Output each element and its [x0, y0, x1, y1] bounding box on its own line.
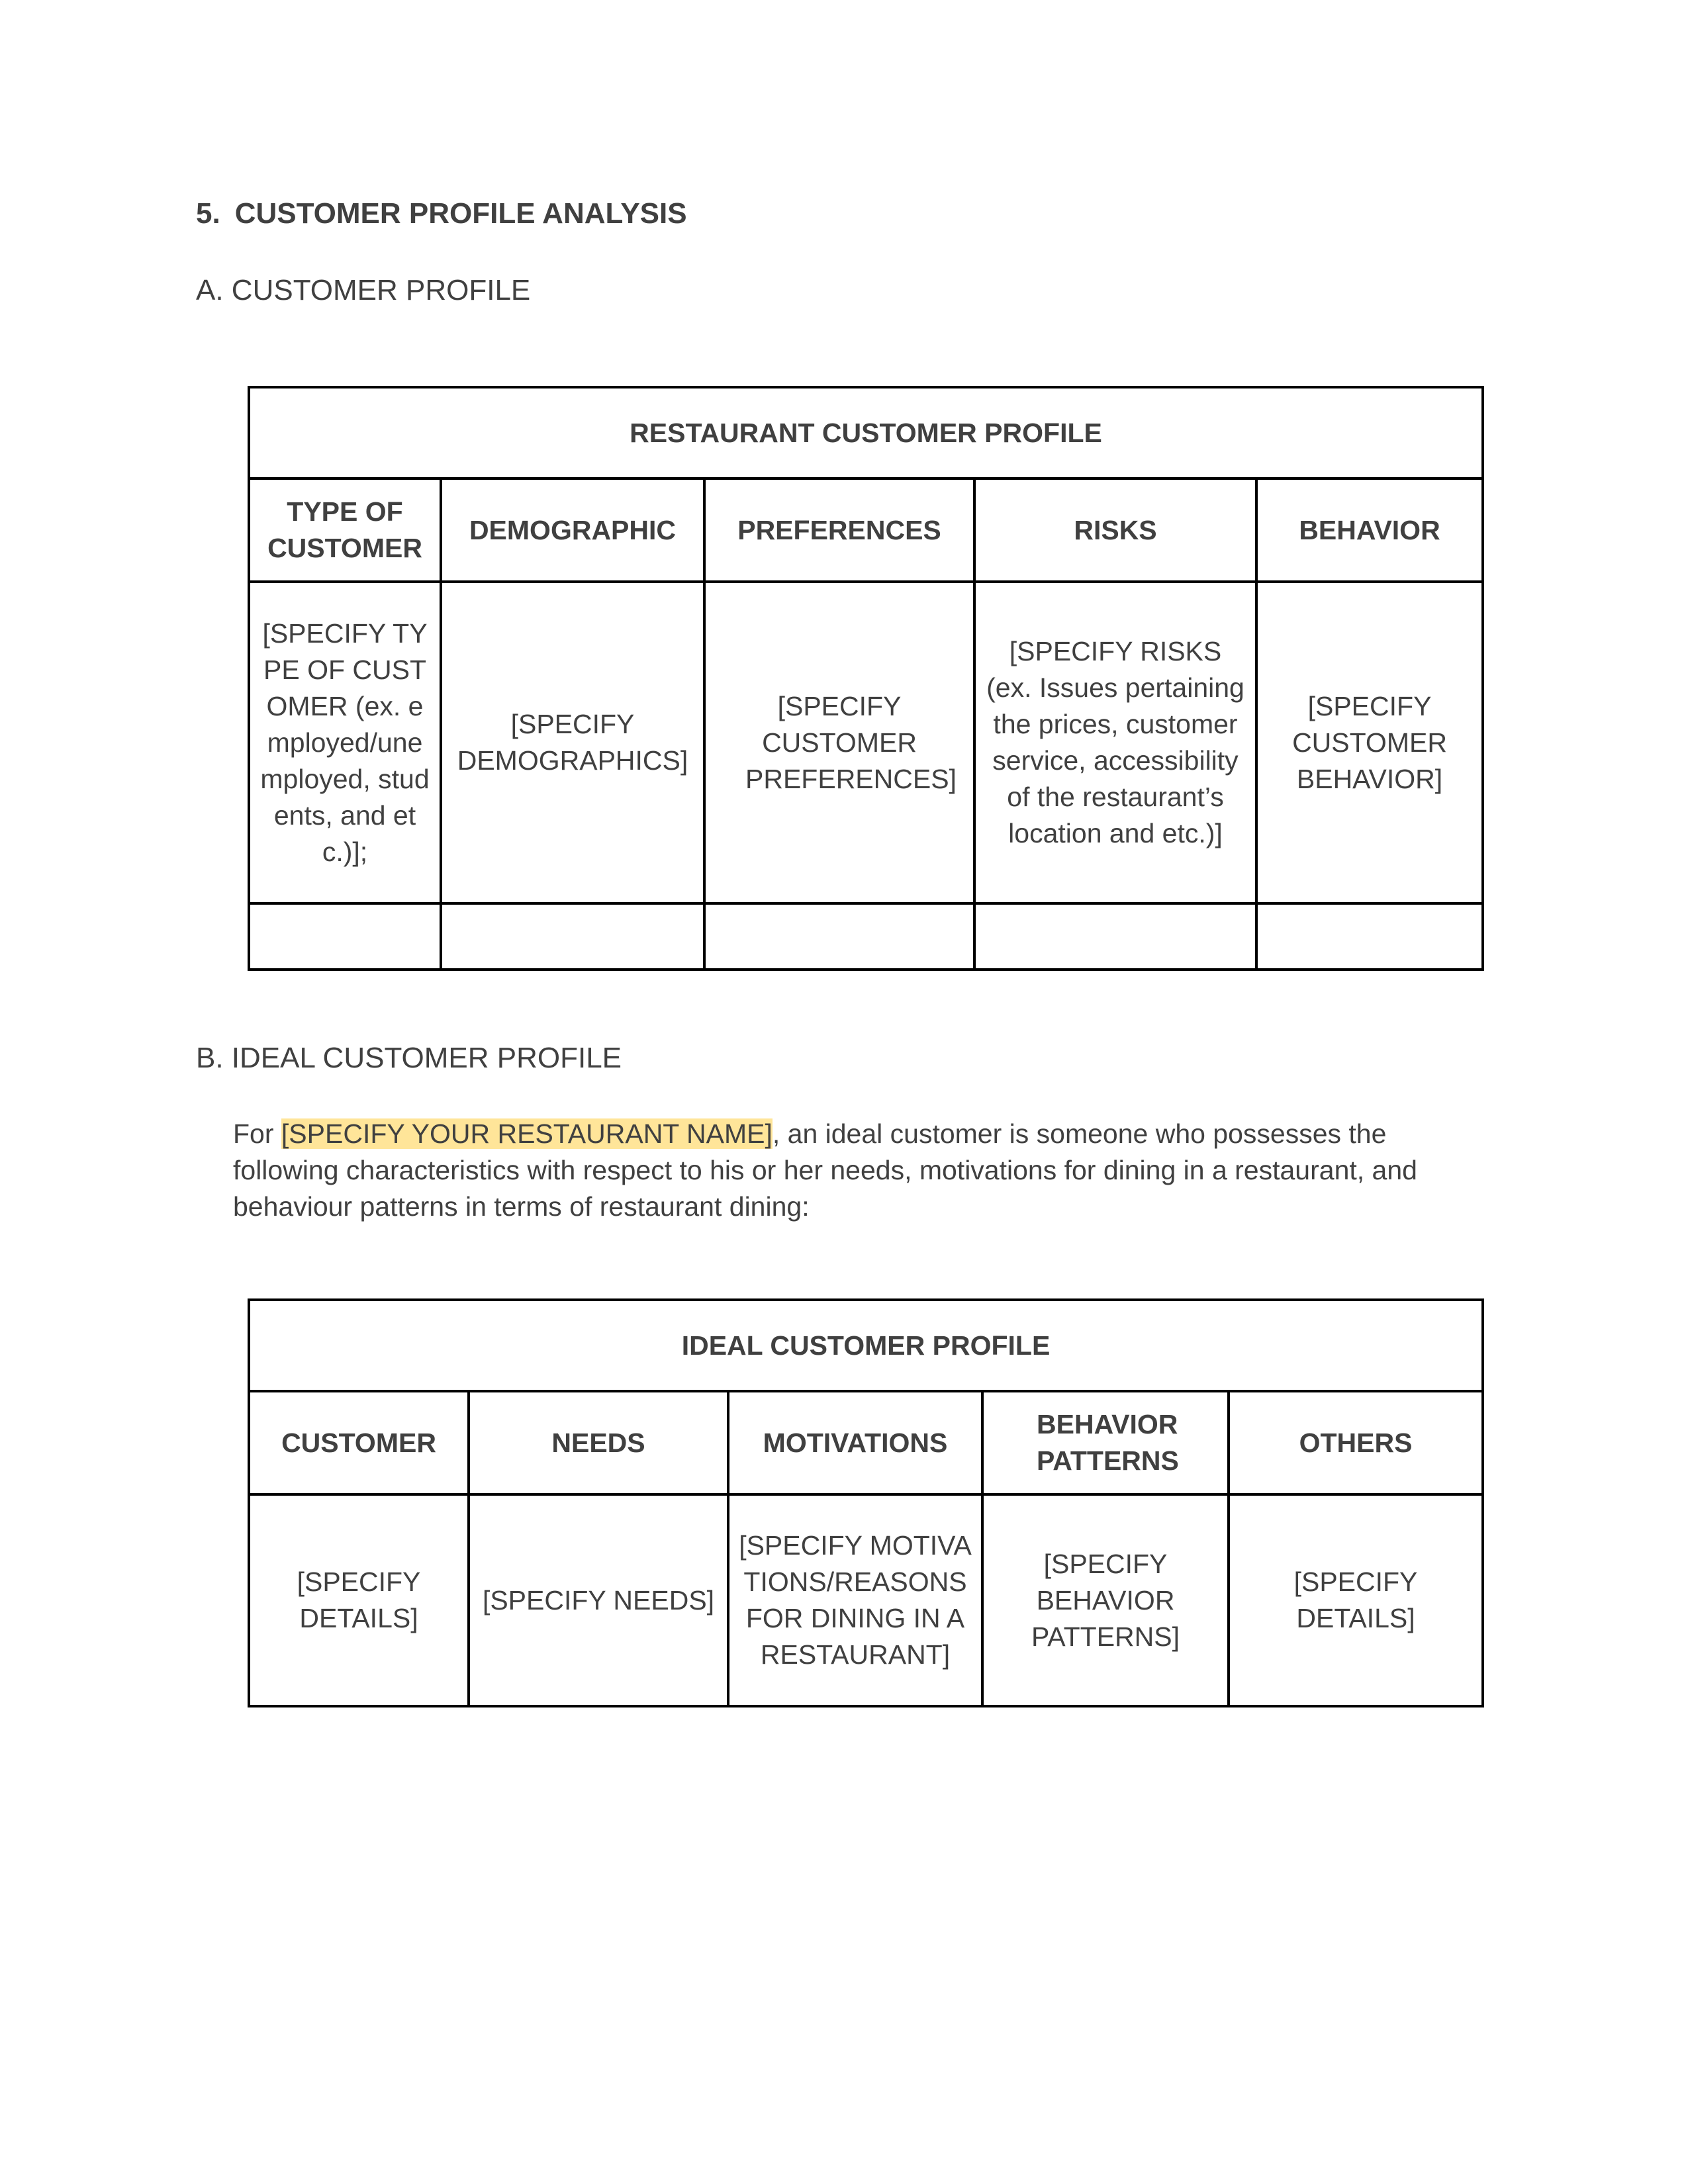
- header-others: OTHERS: [1229, 1391, 1483, 1494]
- header-risks: RISKS: [974, 478, 1256, 582]
- cell-type-of-customer[interactable]: [SPECIFY TYPE OF CUSTOMER (ex. employed/unemployed, students, and etc.)];: [249, 582, 441, 903]
- cell-empty[interactable]: [704, 903, 974, 970]
- ideal-customer-paragraph: [233, 1116, 1477, 1225]
- cell-behavior-patterns[interactable]: [SPECIFY BEHAVIOR PATTERNS]: [982, 1494, 1229, 1706]
- cell-empty[interactable]: [441, 903, 704, 970]
- table-row: [249, 1494, 1483, 1706]
- para-prefix: For: [233, 1118, 281, 1149]
- cell-customer[interactable]: [SPECIFY DETAILS]: [249, 1494, 469, 1706]
- ideal-customer-profile-table: [248, 1298, 1484, 1707]
- section-title: CUSTOMER PROFILE ANALYSIS: [234, 197, 687, 230]
- subsection-b-heading: B. IDEAL CUSTOMER PROFILE: [196, 1042, 622, 1074]
- subsection-a-heading: A. CUSTOMER PROFILE: [196, 274, 531, 306]
- cell-motivations[interactable]: [SPECIFY MOTIVATIONS/REASONS FOR DINING IN A RESTAURANT]: [728, 1494, 982, 1706]
- header-preferences: PREFERENCES: [704, 478, 974, 582]
- header-behavior-patterns: BEHAVIOR PATTERNS: [982, 1391, 1229, 1494]
- section-number: 5.: [196, 197, 220, 230]
- header-customer: CUSTOMER: [249, 1391, 469, 1494]
- table-title: RESTAURANT CUSTOMER PROFILE: [249, 387, 1483, 478]
- table-row: [249, 582, 1483, 903]
- cell-risks[interactable]: [SPECIFY RISKS (ex. Issues pertaining the prices, customer service, accessibility of the restaurant’s location and etc.)]: [974, 582, 1256, 903]
- cell-demographic[interactable]: [SPECIFY DEMOGRAPHICS]: [441, 582, 704, 903]
- header-needs: NEEDS: [469, 1391, 728, 1494]
- para-suffix: , an ideal customer is someone who possesses the following characteristics with respect to his or her needs, motivations for dining in a restaurant, and behaviour patterns in terms of restaurant dining:: [233, 1118, 1417, 1222]
- cell-needs[interactable]: [SPECIFY NEEDS]: [469, 1494, 728, 1706]
- cell-empty[interactable]: [1256, 903, 1483, 970]
- cell-empty[interactable]: [249, 903, 441, 970]
- header-behavior: BEHAVIOR: [1256, 478, 1483, 582]
- cell-preferences[interactable]: [SPECIFY CUSTOMER PREFERENCES]: [704, 582, 974, 903]
- header-demographic: DEMOGRAPHIC: [441, 478, 704, 582]
- table-header-row: [249, 1391, 1483, 1494]
- restaurant-customer-profile-table: [248, 386, 1484, 971]
- cell-empty[interactable]: [974, 903, 1256, 970]
- header-type-of-customer: TYPE OF CUSTOMER: [249, 478, 441, 582]
- section-heading: [196, 197, 687, 230]
- cell-others[interactable]: [SPECIFY DETAILS]: [1229, 1494, 1483, 1706]
- cell-behavior[interactable]: [SPECIFY CUSTOMER BEHAVIOR]: [1256, 582, 1483, 903]
- table-row: [249, 903, 1483, 970]
- table-header-row: [249, 478, 1483, 582]
- header-motivations: MOTIVATIONS: [728, 1391, 982, 1494]
- table-title: IDEAL CUSTOMER PROFILE: [249, 1300, 1483, 1391]
- restaurant-name-placeholder[interactable]: [SPECIFY YOUR RESTAURANT NAME]: [281, 1118, 773, 1149]
